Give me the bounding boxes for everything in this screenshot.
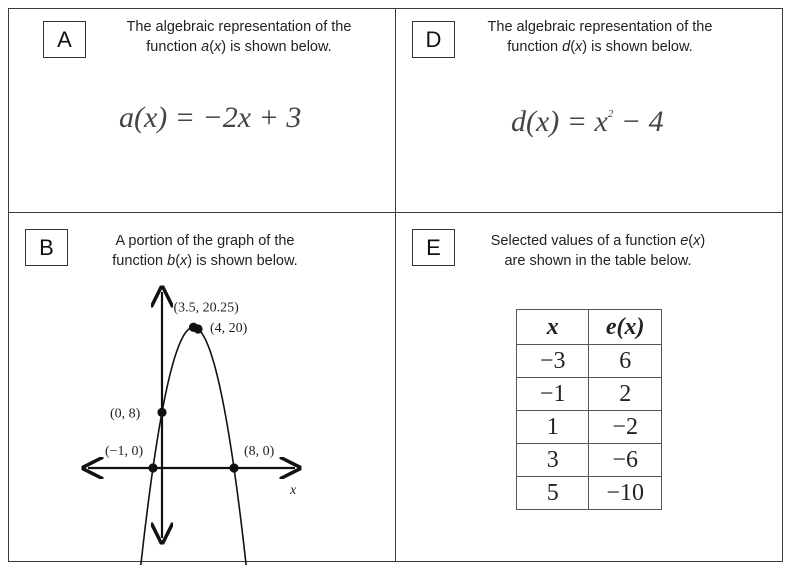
formula-d-main: d(x) = x [511,105,608,138]
cell-e-letter: E [412,229,455,266]
cell-e-desc-paren: ( [688,233,694,249]
cell-e-desc-line1-pre: Selected values of a function [490,233,681,249]
cell-d-desc-fn: d [562,39,571,55]
cell-d-desc-line2-post: ) is shown below. [582,39,693,55]
cell-e-desc-fn: e [680,233,689,249]
cell-e-description [458,231,738,271]
cell-b-desc-line1: A portion of the graph of the [115,233,295,249]
table-row [517,411,662,444]
formula-d-tail: − 4 [613,105,664,138]
cell-a-description [89,17,389,57]
cell-b-desc-fn: b [167,253,176,269]
cell-b-desc-var: x [180,253,188,269]
graph-point-label: (−1, 0) [105,444,144,459]
table-header-x: x [517,310,589,345]
cell-a-desc-var: x [214,39,222,55]
table-row [517,444,662,477]
cell-b-desc-paren: ( [175,253,181,269]
table-cell-ex: −10 [589,477,662,510]
table-row [517,378,662,411]
table-row [517,345,662,378]
graph-point-label: (0, 8) [110,406,141,422]
cell-b-description [75,231,335,271]
cell-b-letter: B [25,229,68,266]
cell-a [8,8,396,214]
table-cell-x: 1 [517,411,589,444]
cell-d-letter: D [412,21,455,58]
table-cell-ex: −6 [589,444,662,477]
x-axis-label: x [290,483,297,498]
cell-a-desc-paren: ( [209,39,215,55]
graph-point-label: (8, 0) [244,444,275,459]
cell-d-desc-var: x [575,39,583,55]
cell-a-letter: A [43,21,86,58]
cell-a-desc-line1: The algebraic representation of the [126,19,352,35]
table-row [517,477,662,510]
cell-a-desc-fn: a [201,39,210,55]
cell-e-desc-var: x [693,233,701,249]
formula-d-exponent: 2 [607,108,614,120]
cell-d-desc-paren: ( [570,39,576,55]
table-cell-x: 3 [517,444,589,477]
cell-e-desc-line2: are shown in the table below. [504,253,692,269]
cell-b-desc-line2-pre: function [112,253,168,269]
cell-a-desc-line2-post: ) is shown below. [221,39,332,55]
cell-d-desc-line1: The algebraic representation of the [487,19,713,35]
cell-a-desc-line2-pre: function [146,39,202,55]
cell-d [395,8,783,214]
table-cell-ex: 2 [589,378,662,411]
formula-a-text: a(x) = −2x + 3 [119,101,302,134]
cell-e-desc-line1-post: ) [700,233,706,249]
table-cell-ex: −2 [589,411,662,444]
table-header-ex: e(x) [589,310,662,345]
table-cell-x: −1 [517,378,589,411]
values-table [516,309,662,510]
cell-d-description [450,17,750,57]
table-cell-ex: 6 [589,345,662,378]
table-cell-x: −3 [517,345,589,378]
cell-b [8,212,396,562]
table-header-row [517,310,662,345]
formula-d [511,105,664,139]
formula-a [119,101,301,135]
cell-e [395,212,783,562]
table-cell-x: 5 [517,477,589,510]
graph-point-label: (4, 20) [210,321,248,336]
cell-b-desc-line2-post: ) is shown below. [187,253,298,269]
cell-d-desc-line2-pre: function [507,39,563,55]
graph-point-label: (3.5, 20.25) [173,300,239,316]
